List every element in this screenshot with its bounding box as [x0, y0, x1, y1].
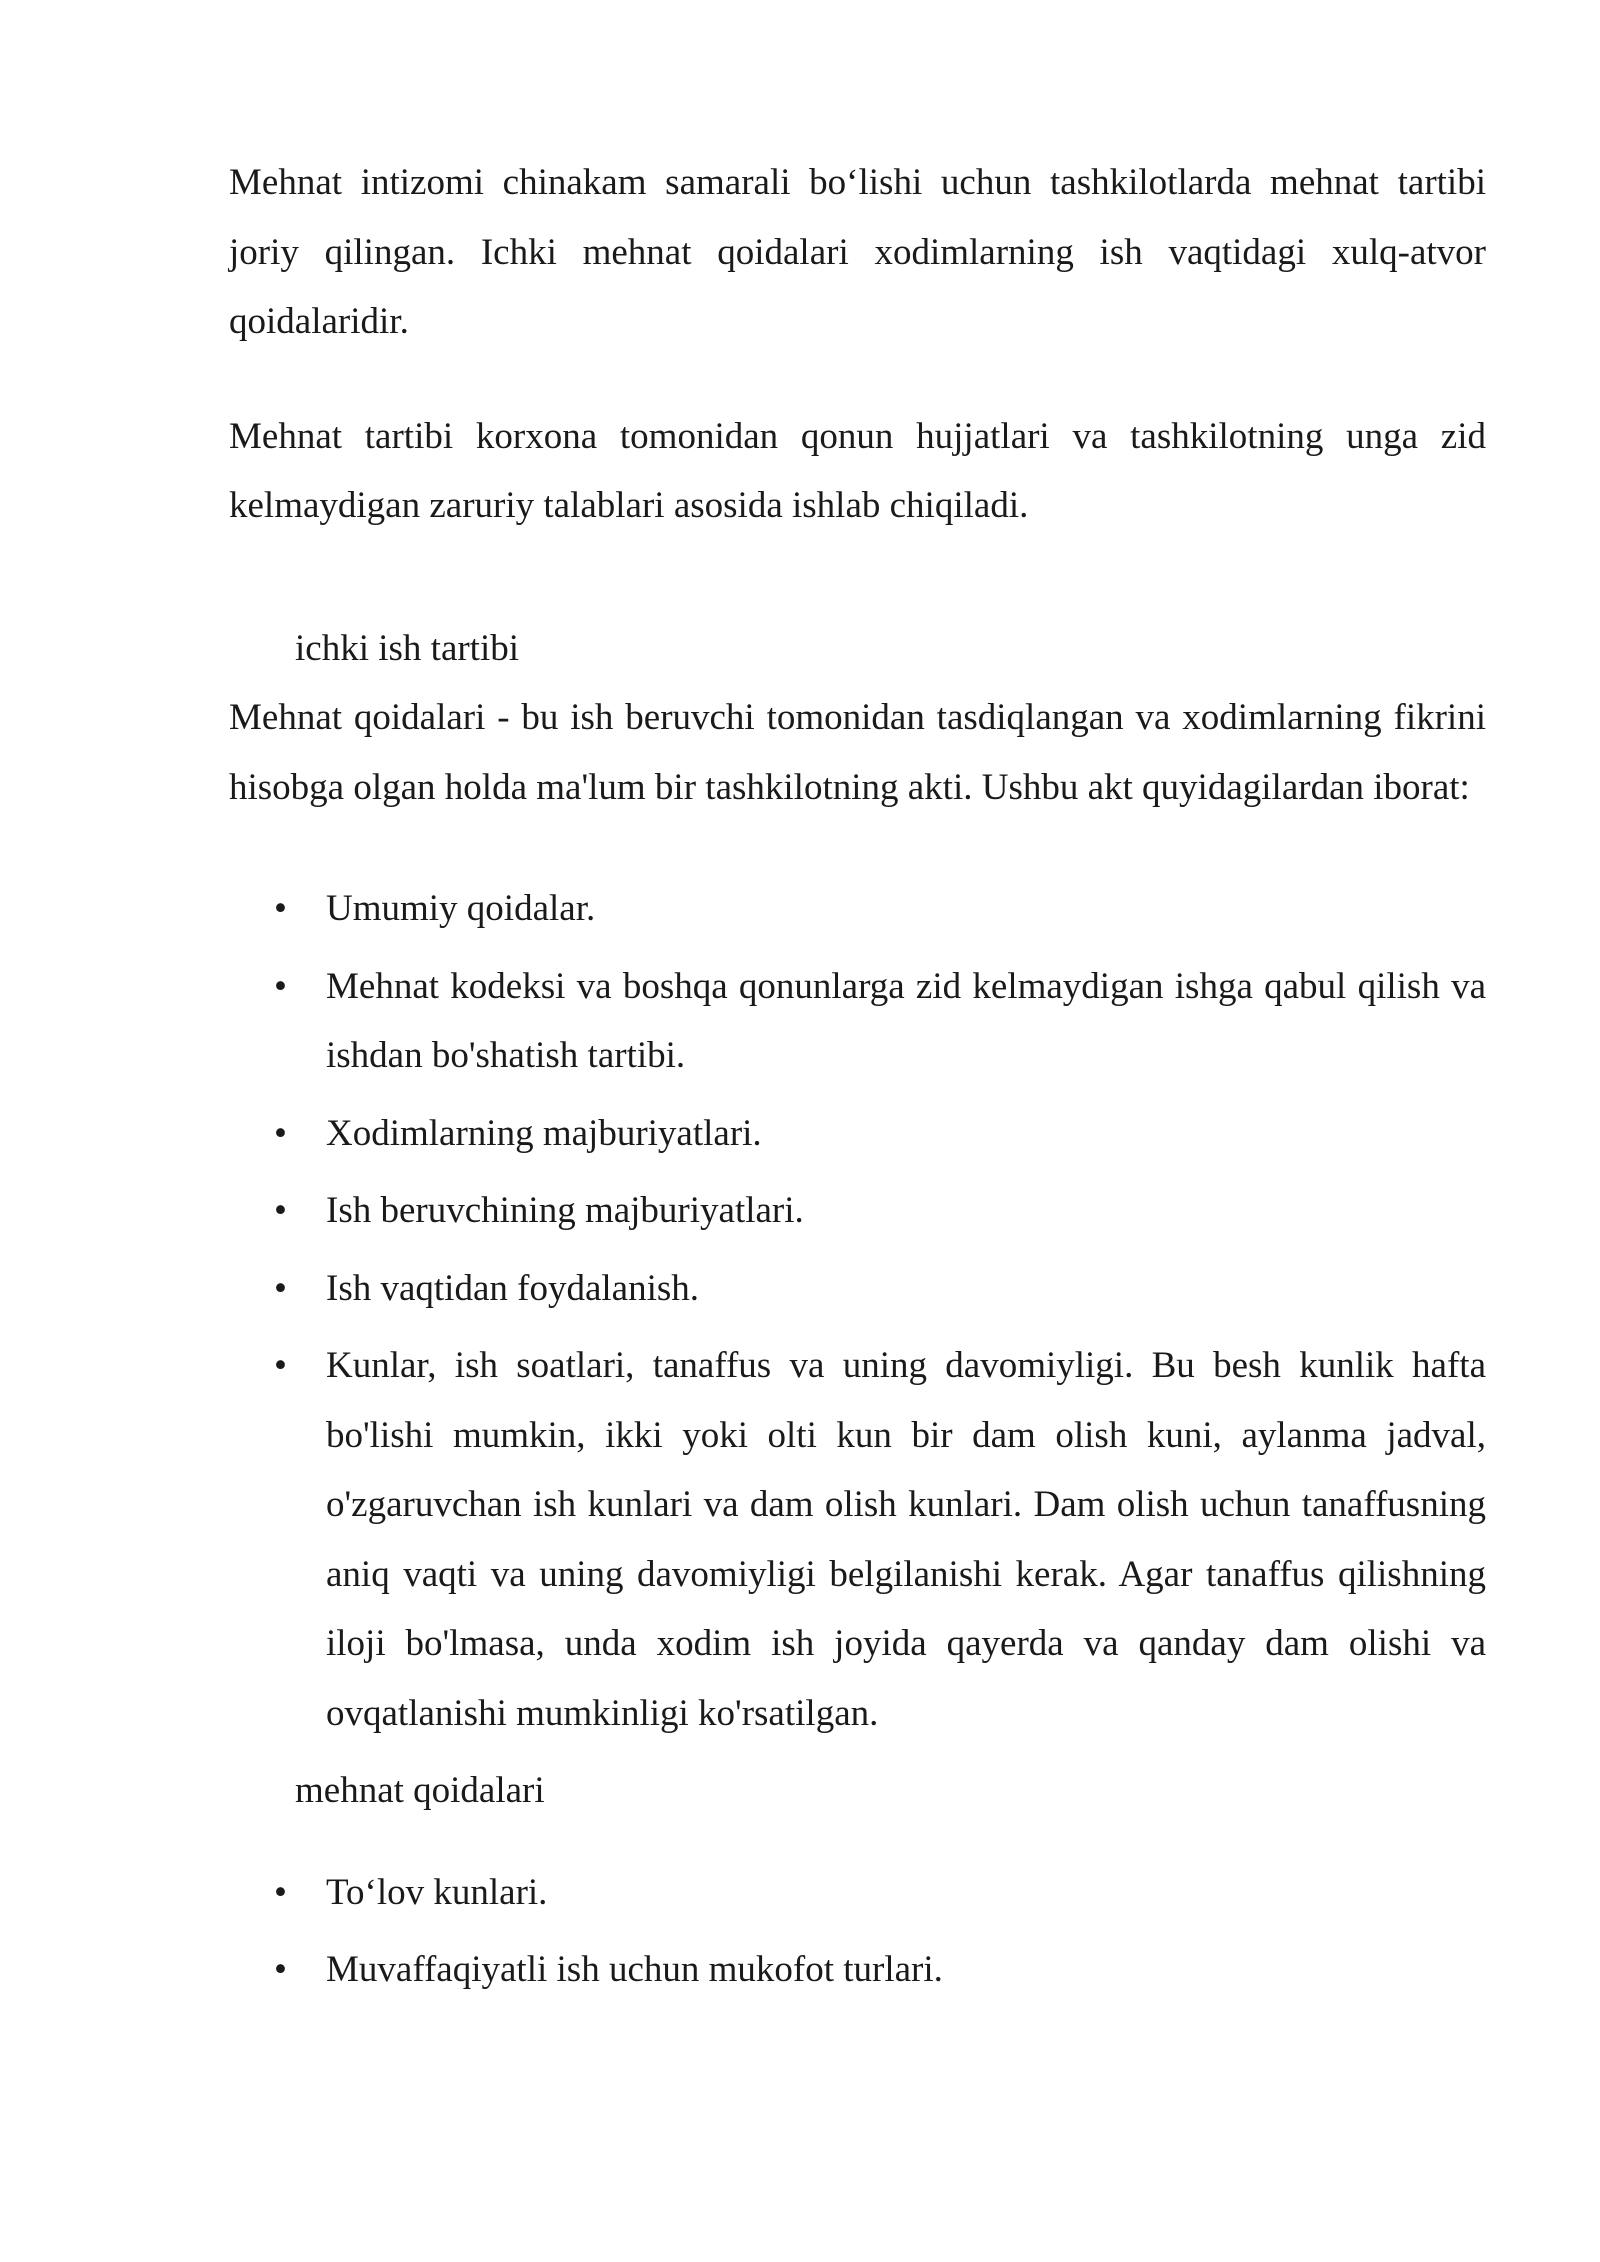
list-item-text: Mehnat kodeksi va boshqa qonunlarga zid kelmaydigan ishga qabul qilish va ishdan bo'shatish tartibi.	[326, 965, 1486, 1076]
bullet-icon: •	[274, 965, 287, 1007]
bullet-icon: •	[274, 888, 287, 929]
paragraph-labor-order: Mehnat tartibi korxona tomonidan qonun hujjatlari va tashkilotning unga zid kelmaydigan zaruriy talablari asosida ishlab chiqiladi.	[229, 415, 1486, 526]
paragraph-labor-rules-definition: Mehnat qoidalari - bu ish beruvchi tomonidan tasdiqlangan va xodimlarning fikrini hisobga olgan holda ma'lum bir tashkilotning akti. Ushbu akt quyidagilardan iborat:	[229, 697, 1486, 808]
rules-contents-list	[229, 874, 1486, 1748]
bullet-icon: •	[274, 1112, 287, 1154]
list-item-text: Kunlar, ish soatlari, tanaffus va uning davomiyligi. Bu besh kunlik hafta bo'lishi mumkin, ikki yoki olti kun bir dam olish kuni, aylanma jadval, o'zgaruvchan ish kunlari va dam olish kunlari. Dam olish uchun tanaffusning aniq vaqti va uning davomiyligi belgilanishi kerak. Agar tanaffus qilishning iloji bo'lmasa, unda xodim ish joyida qayerda va qanday dam olishi va ovqatlanishi mumkinligi ko'rsatilgan.	[326, 1345, 1486, 1734]
list-item-text: Ish vaqtidan foydalanish.	[326, 1267, 699, 1309]
list-item-text: To‘lov kunlari.	[326, 1871, 548, 1913]
list-item-text: Ish beruvchining majburiyatlari.	[326, 1190, 804, 1231]
document-page	[229, 148, 1486, 2013]
list-item-text: Xodimlarning majburiyatlari.	[326, 1112, 762, 1154]
list-item-text: Umumiy qoidalar.	[326, 888, 596, 929]
heading-labor-rules: mehnat qoidalari	[295, 1770, 545, 1811]
list-item	[229, 874, 1486, 944]
list-item	[229, 1331, 1486, 1748]
bullet-icon: •	[274, 1190, 287, 1231]
rules-contents-list-continued	[229, 1858, 1486, 2005]
list-item	[229, 1935, 1486, 2005]
bullet-icon: •	[274, 1267, 287, 1309]
bullet-icon: •	[274, 1871, 287, 1913]
paragraph-intro: Mehnat intizomi chinakam samarali bo‘lishi uchun tashkilotlarda mehnat tartibi joriy qilingan. Ichki mehnat qoidalari xodimlarning ish vaqtidagi xulq-atvor qoidalaridir.	[229, 162, 1486, 342]
list-item	[229, 1099, 1486, 1169]
list-item	[229, 1176, 1486, 1246]
bullet-icon: •	[274, 1345, 287, 1386]
list-item	[229, 952, 1486, 1091]
list-item	[229, 1254, 1486, 1324]
list-item	[229, 1858, 1486, 1928]
bullet-icon: •	[274, 1949, 287, 1990]
heading-internal-work-order: ichki ish tartibi	[295, 627, 520, 669]
list-item-text: Muvaffaqiyatli ish uchun mukofot turlari.	[326, 1949, 943, 1990]
